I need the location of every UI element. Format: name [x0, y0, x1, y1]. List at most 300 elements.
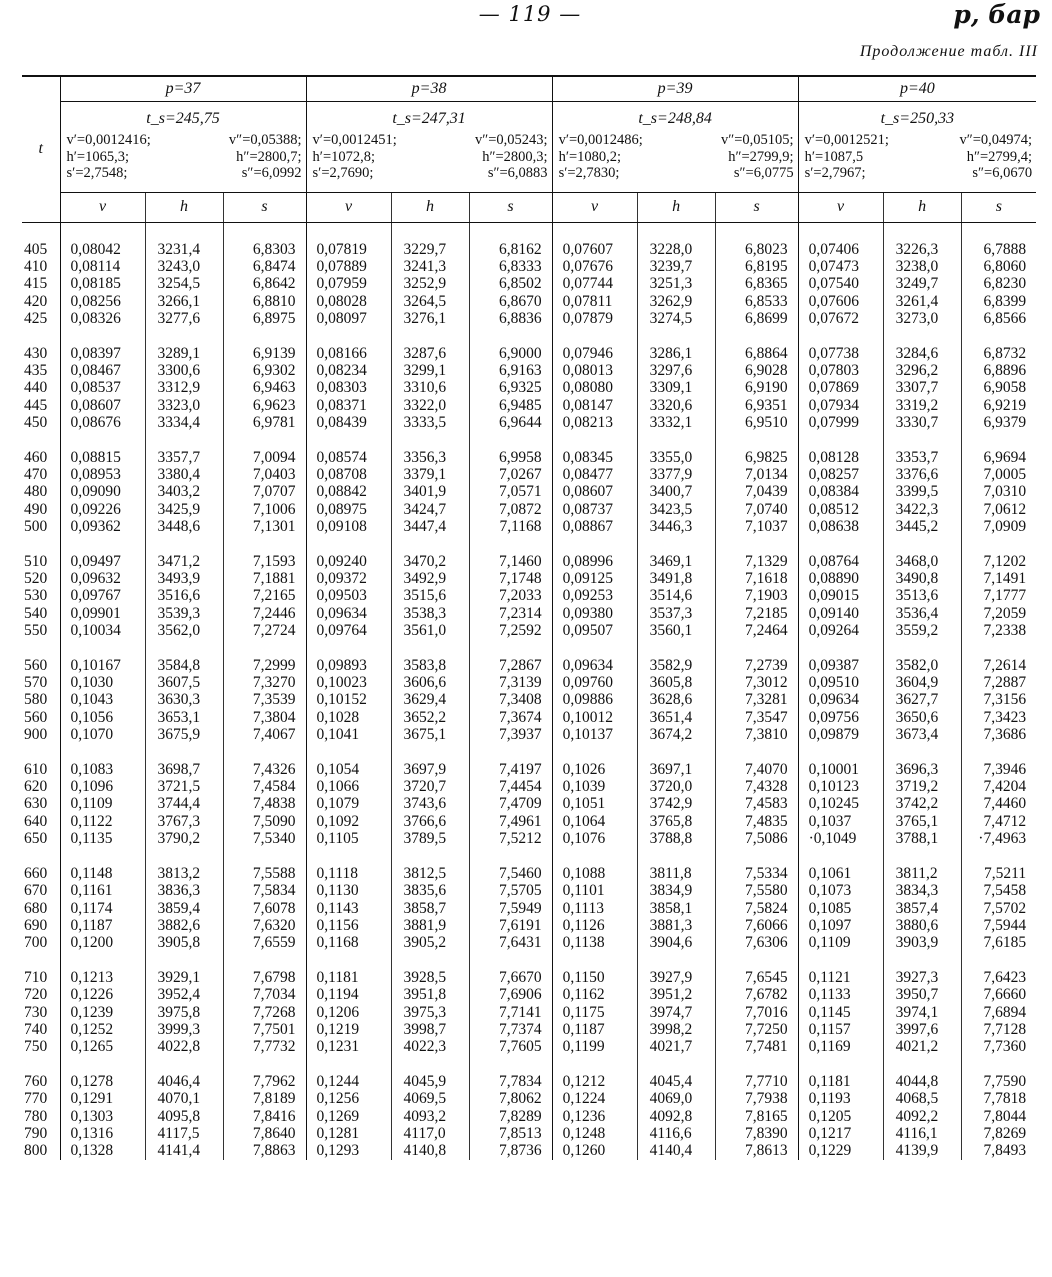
enthalpy-cell: 3469,1: [637, 553, 715, 570]
entropy-cell: 6,9623: [223, 397, 306, 414]
entropy-cell: 7,0439: [715, 483, 798, 500]
entropy-cell: 7,4197: [469, 761, 552, 778]
temperature-cell: 690: [24, 916, 48, 934]
table-row: [22, 900, 1036, 917]
temperature-cell: 750: [24, 1038, 48, 1056]
enthalpy-cell: 3264,5: [391, 293, 469, 310]
table-row: [22, 622, 1036, 639]
saturation-properties: [60, 102, 306, 193]
enthalpy-cell: 3880,6: [883, 917, 961, 934]
volume-cell: 0,10012: [552, 709, 637, 726]
volume-cell: 0,10245: [798, 795, 883, 812]
entropy-cell: 6,9351: [715, 397, 798, 414]
volume-cell: 0,09372: [306, 570, 391, 587]
volume-cell: 0,07803: [798, 362, 883, 379]
entropy-cell: 7,5944: [961, 917, 1036, 934]
enthalpy-cell: 3583,8: [391, 657, 469, 674]
entropy-cell: 6,9379: [961, 414, 1036, 431]
saturated-entropy-row: [805, 165, 1033, 182]
temperature-cell: 540: [24, 604, 48, 622]
volume-cell: 0,10137: [552, 726, 637, 743]
volume-cell: 0,10023: [306, 674, 391, 691]
table-row: [22, 795, 1036, 812]
entropy-cell: 7,5824: [715, 900, 798, 917]
volume-cell: 0,08166: [306, 345, 391, 362]
entropy-cell: 7,8613: [715, 1142, 798, 1159]
volume-cell: 0,1194: [306, 986, 391, 1003]
entropy-cell: ·7,4963: [961, 830, 1036, 847]
enthalpy-cell: 4139,9: [883, 1142, 961, 1159]
volume-cell: 0,1265: [60, 1038, 145, 1055]
entropy-cell: 6,8474: [223, 258, 306, 275]
saturated-entropy-vapor: s″=6,0775: [733, 165, 794, 181]
entropy-cell: 7,6431: [469, 934, 552, 951]
entropy-cell: 7,6185: [961, 934, 1036, 951]
saturated-volume-vapor: v″=0,05388;: [228, 132, 302, 148]
volume-cell: 0,09510: [798, 674, 883, 691]
volume-cell: 0,08097: [306, 310, 391, 327]
enthalpy-cell: 3447,4: [391, 518, 469, 535]
entropy-cell: 7,8044: [961, 1108, 1036, 1125]
entropy-cell: 7,8493: [961, 1142, 1036, 1159]
saturated-volume-row: [559, 132, 794, 149]
temperature-cell: 780: [24, 1107, 48, 1125]
volume-cell: 0,08080: [552, 379, 637, 396]
enthalpy-cell: 3380,4: [145, 466, 223, 483]
group-spacer: [22, 640, 1036, 657]
table-row: [22, 1021, 1036, 1038]
entropy-cell: 7,4454: [469, 778, 552, 795]
enthalpy-cell: 3561,0: [391, 622, 469, 639]
table-row: [22, 969, 1036, 986]
enthalpy-cell: 3974,7: [637, 1004, 715, 1021]
entropy-cell: 7,0094: [223, 449, 306, 466]
enthalpy-cell: 3513,6: [883, 587, 961, 604]
table-row: [22, 258, 1036, 275]
volume-cell: 0,1126: [552, 917, 637, 934]
temperature-cell: 510: [24, 552, 48, 570]
volume-cell: 0,1248: [552, 1125, 637, 1142]
entropy-cell: 6,8864: [715, 345, 798, 362]
temperature-cell: 710: [24, 968, 48, 986]
volume-cell: 0,07959: [306, 275, 391, 292]
enthalpy-cell: 4022,3: [391, 1038, 469, 1055]
entropy-cell: 7,6894: [961, 1004, 1036, 1021]
volume-cell: 0,07406: [798, 241, 883, 258]
enthalpy-cell: 3403,2: [145, 483, 223, 500]
temperature-cell: 410: [24, 257, 48, 275]
entropy-cell: 6,8699: [715, 310, 798, 327]
property-label: h: [391, 192, 469, 222]
volume-cell: 0,07540: [798, 275, 883, 292]
entropy-cell: 6,8732: [961, 345, 1036, 362]
enthalpy-cell: 3307,7: [883, 379, 961, 396]
enthalpy-cell: 3400,7: [637, 483, 715, 500]
entropy-cell: 7,7016: [715, 1004, 798, 1021]
enthalpy-cell: 4141,4: [145, 1142, 223, 1159]
entropy-cell: 6,8566: [961, 310, 1036, 327]
entropy-cell: 7,3937: [469, 726, 552, 743]
volume-cell: 0,10152: [306, 691, 391, 708]
enthalpy-cell: 3241,3: [391, 258, 469, 275]
temperature-cell: 670: [24, 882, 48, 900]
saturated-enthalpy-vapor: h″=2799,9;: [728, 148, 794, 165]
volume-cell: 0,1252: [60, 1021, 145, 1038]
enthalpy-cell: 3811,8: [637, 865, 715, 882]
volume-cell: 0,1293: [306, 1142, 391, 1159]
table-row: [22, 570, 1036, 587]
volume-cell: 0,1043: [60, 691, 145, 708]
volume-cell: 0,08128: [798, 449, 883, 466]
table-row: [22, 553, 1036, 570]
enthalpy-cell: 4021,2: [883, 1038, 961, 1055]
enthalpy-cell: 3261,4: [883, 293, 961, 310]
enthalpy-cell: 3903,9: [883, 934, 961, 951]
entropy-cell: 6,9163: [469, 362, 552, 379]
temperature-cell: 740: [24, 1020, 48, 1038]
volume-cell: 0,07811: [552, 293, 637, 310]
enthalpy-cell: 3742,2: [883, 795, 961, 812]
saturated-volume-vapor: v″=0,04974;: [959, 132, 1033, 148]
table-row: [22, 674, 1036, 691]
temperature-cell: 620: [24, 778, 48, 796]
enthalpy-cell: 3881,9: [391, 917, 469, 934]
enthalpy-cell: 3673,4: [883, 726, 961, 743]
entropy-cell: 7,7834: [469, 1073, 552, 1090]
volume-cell: 0,08371: [306, 397, 391, 414]
volume-cell: 0,07676: [552, 258, 637, 275]
entropy-cell: 7,1593: [223, 553, 306, 570]
volume-cell: 0,08257: [798, 466, 883, 483]
enthalpy-cell: 3951,8: [391, 986, 469, 1003]
entropy-cell: 7,5086: [715, 830, 798, 847]
pressure-label: p=40: [798, 76, 1036, 102]
temperature-cell: 700: [24, 934, 48, 952]
enthalpy-cell: 3975,8: [145, 1004, 223, 1021]
enthalpy-cell: 3560,1: [637, 622, 715, 639]
enthalpy-cell: 3229,7: [391, 241, 469, 258]
saturated-entropy-row: [67, 165, 302, 182]
entropy-cell: 6,9485: [469, 397, 552, 414]
table-row: [22, 1004, 1036, 1021]
volume-cell: 0,09634: [552, 657, 637, 674]
volume-cell: 0,08013: [552, 362, 637, 379]
entropy-cell: 7,6559: [223, 934, 306, 951]
saturated-enthalpy-liquid: h′=1087,5: [804, 148, 864, 165]
volume-cell: 0,1244: [306, 1073, 391, 1090]
volume-cell: 0,1130: [306, 882, 391, 899]
volume-cell: 0,1096: [60, 778, 145, 795]
volume-cell: 0,08042: [60, 241, 145, 258]
volume-cell: 0,09634: [306, 605, 391, 622]
saturated-entropy-liquid: s′=2,7967;: [804, 165, 866, 181]
entropy-cell: 7,5340: [223, 830, 306, 847]
temperature-cell: 730: [24, 1003, 48, 1021]
enthalpy-cell: 3743,6: [391, 795, 469, 812]
entropy-cell: 7,3281: [715, 691, 798, 708]
volume-cell: ·0,1049: [798, 830, 883, 847]
entropy-cell: 7,0872: [469, 501, 552, 518]
entropy-cell: 7,3674: [469, 709, 552, 726]
enthalpy-cell: 4117,5: [145, 1125, 223, 1142]
volume-cell: 0,09893: [306, 657, 391, 674]
saturated-volume-liquid: v′=0,0012486;: [558, 132, 643, 148]
entropy-cell: 7,4460: [961, 795, 1036, 812]
volume-cell: 0,1161: [60, 882, 145, 899]
entropy-cell: 7,3946: [961, 761, 1036, 778]
entropy-cell: 7,2338: [961, 622, 1036, 639]
enthalpy-cell: 3835,6: [391, 882, 469, 899]
enthalpy-cell: 3628,6: [637, 691, 715, 708]
table-row: [22, 865, 1036, 882]
entropy-cell: 7,5949: [469, 900, 552, 917]
entropy-cell: 7,6423: [961, 969, 1036, 986]
volume-cell: 0,1121: [798, 969, 883, 986]
enthalpy-cell: 4116,1: [883, 1125, 961, 1142]
entropy-cell: 6,8642: [223, 275, 306, 292]
volume-cell: 0,09767: [60, 587, 145, 604]
volume-cell: 0,1199: [552, 1038, 637, 1055]
volume-cell: 0,08213: [552, 414, 637, 431]
enthalpy-cell: 3881,3: [637, 917, 715, 934]
temperature-cell: 660: [24, 864, 48, 882]
enthalpy-cell: 3299,1: [391, 362, 469, 379]
pressure-header-row: [22, 76, 1036, 102]
enthalpy-cell: 4021,7: [637, 1038, 715, 1055]
entropy-cell: 7,3539: [223, 691, 306, 708]
table-row: [22, 691, 1036, 708]
table-row: [22, 293, 1036, 310]
volume-cell: 0,08439: [306, 414, 391, 431]
steam-properties-table: [22, 75, 1036, 1160]
saturated-entropy-liquid: s′=2,7548;: [66, 165, 128, 181]
enthalpy-cell: 3289,1: [145, 345, 223, 362]
volume-cell: 0,1187: [552, 1021, 637, 1038]
volume-cell: 0,07879: [552, 310, 637, 327]
entropy-cell: 7,7268: [223, 1004, 306, 1021]
volume-cell: 0,1181: [798, 1073, 883, 1090]
property-label: v: [60, 192, 145, 222]
volume-cell: 0,09756: [798, 709, 883, 726]
entropy-cell: 6,9028: [715, 362, 798, 379]
entropy-cell: 7,7034: [223, 986, 306, 1003]
temperature-cell: 445: [24, 396, 48, 414]
volume-cell: 0,07889: [306, 258, 391, 275]
volume-cell: 0,1213: [60, 969, 145, 986]
entropy-cell: 6,8303: [223, 241, 306, 258]
entropy-cell: 7,3270: [223, 674, 306, 691]
entropy-cell: 7,1168: [469, 518, 552, 535]
enthalpy-cell: 3653,1: [145, 709, 223, 726]
volume-cell: 0,10001: [798, 761, 883, 778]
enthalpy-cell: 3355,0: [637, 449, 715, 466]
enthalpy-cell: 3720,0: [637, 778, 715, 795]
entropy-cell: 6,8365: [715, 275, 798, 292]
entropy-cell: 7,3423: [961, 709, 1036, 726]
volume-cell: 0,08708: [306, 466, 391, 483]
saturation-values: [61, 132, 306, 182]
enthalpy-cell: 3274,5: [637, 310, 715, 327]
saturated-entropy-row: [559, 165, 794, 182]
enthalpy-cell: 3858,1: [637, 900, 715, 917]
volume-cell: 0,07946: [552, 345, 637, 362]
volume-cell: 0,08303: [306, 379, 391, 396]
volume-cell: 0,07607: [552, 241, 637, 258]
enthalpy-cell: 3836,3: [145, 882, 223, 899]
entropy-cell: 6,8060: [961, 258, 1036, 275]
temperature-cell: 570: [24, 674, 48, 692]
volume-cell: 0,09380: [552, 605, 637, 622]
temperature-cell: 560: [24, 708, 48, 726]
entropy-cell: 7,8062: [469, 1090, 552, 1107]
volume-cell: 0,08996: [552, 553, 637, 570]
enthalpy-cell: 3401,9: [391, 483, 469, 500]
enthalpy-cell: 3742,9: [637, 795, 715, 812]
enthalpy-cell: 3322,0: [391, 397, 469, 414]
entropy-cell: 7,5580: [715, 882, 798, 899]
volume-cell: 0,1226: [60, 986, 145, 1003]
enthalpy-cell: 4140,8: [391, 1142, 469, 1159]
temperature-cell: 420: [24, 292, 48, 310]
volume-cell: 0,1037: [798, 813, 883, 830]
entropy-cell: 7,8416: [223, 1108, 306, 1125]
enthalpy-cell: 3468,0: [883, 553, 961, 570]
property-header-row: [22, 192, 1036, 222]
entropy-cell: 7,5460: [469, 865, 552, 882]
volume-cell: 0,1097: [798, 917, 883, 934]
volume-cell: 0,08867: [552, 518, 637, 535]
group-spacer: [22, 536, 1036, 553]
volume-cell: 0,08147: [552, 397, 637, 414]
enthalpy-cell: 4070,1: [145, 1090, 223, 1107]
volume-cell: 0,1145: [798, 1004, 883, 1021]
entropy-cell: 7,2185: [715, 605, 798, 622]
enthalpy-cell: 3950,7: [883, 986, 961, 1003]
table-row: [22, 709, 1036, 726]
entropy-cell: 7,7818: [961, 1090, 1036, 1107]
entropy-cell: 7,0909: [961, 518, 1036, 535]
enthalpy-cell: 3998,7: [391, 1021, 469, 1038]
volume-cell: 0,1079: [306, 795, 391, 812]
entropy-cell: 7,1748: [469, 570, 552, 587]
entropy-cell: 7,0571: [469, 483, 552, 500]
enthalpy-cell: 3262,9: [637, 293, 715, 310]
enthalpy-cell: 3721,5: [145, 778, 223, 795]
volume-cell: 0,1168: [306, 934, 391, 951]
enthalpy-cell: 3859,4: [145, 900, 223, 917]
table-row: [22, 830, 1036, 847]
volume-cell: 0,1105: [306, 830, 391, 847]
enthalpy-cell: 3904,6: [637, 934, 715, 951]
enthalpy-cell: 3538,3: [391, 605, 469, 622]
volume-cell: 0,07738: [798, 345, 883, 362]
volume-cell: 0,1138: [552, 934, 637, 951]
volume-cell: 0,1193: [798, 1090, 883, 1107]
volume-cell: 0,08537: [60, 379, 145, 396]
entropy-cell: 7,8390: [715, 1125, 798, 1142]
enthalpy-cell: 3515,6: [391, 587, 469, 604]
volume-cell: 0,09507: [552, 622, 637, 639]
volume-cell: 0,1217: [798, 1125, 883, 1142]
table-row: [22, 449, 1036, 466]
volume-cell: 0,08384: [798, 483, 883, 500]
entropy-cell: 7,7250: [715, 1021, 798, 1038]
saturated-enthalpy-vapor: h″=2800,7;: [236, 148, 302, 165]
table-row: [22, 466, 1036, 483]
enthalpy-cell: 4069,0: [637, 1090, 715, 1107]
enthalpy-cell: 3334,4: [145, 414, 223, 431]
enthalpy-cell: 4044,8: [883, 1073, 961, 1090]
volume-cell: 0,09764: [306, 622, 391, 639]
saturated-volume-vapor: v″=0,05105;: [720, 132, 794, 148]
volume-cell: 0,1039: [552, 778, 637, 795]
temperature-cell: 440: [24, 379, 48, 397]
property-label: h: [637, 192, 715, 222]
table-row: [22, 882, 1036, 899]
volume-cell: 0,1083: [60, 761, 145, 778]
volume-cell: 0,1316: [60, 1125, 145, 1142]
temperature-cell: 520: [24, 570, 48, 587]
entropy-cell: 7,1006: [223, 501, 306, 518]
volume-cell: 0,08607: [552, 483, 637, 500]
volume-cell: 0,08345: [552, 449, 637, 466]
volume-cell: 0,09879: [798, 726, 883, 743]
entropy-cell: 6,9302: [223, 362, 306, 379]
enthalpy-cell: 3422,3: [883, 501, 961, 518]
table-row: [22, 310, 1036, 327]
saturation-temperature: t_s=250,33: [880, 110, 955, 127]
entropy-cell: 7,4326: [223, 761, 306, 778]
enthalpy-cell: 3812,5: [391, 865, 469, 882]
saturation-values: [307, 132, 552, 182]
entropy-cell: 7,2739: [715, 657, 798, 674]
enthalpy-cell: 4022,8: [145, 1038, 223, 1055]
volume-cell: 0,08638: [798, 518, 883, 535]
property-label: v: [306, 192, 391, 222]
temperature-cell: 480: [24, 483, 48, 501]
entropy-cell: 7,1202: [961, 553, 1036, 570]
volume-cell: 0,08764: [798, 553, 883, 570]
page-number: — 119 —: [478, 2, 582, 26]
temperature-cell: 490: [24, 500, 48, 518]
entropy-cell: 7,3156: [961, 691, 1036, 708]
entropy-cell: 7,4204: [961, 778, 1036, 795]
enthalpy-cell: 4093,2: [391, 1108, 469, 1125]
enthalpy-cell: 3999,3: [145, 1021, 223, 1038]
enthalpy-cell: 3834,3: [883, 882, 961, 899]
pressure-label: p=39: [552, 76, 798, 102]
entropy-cell: 6,8896: [961, 362, 1036, 379]
table-row: [22, 1125, 1036, 1142]
volume-cell: 0,1187: [60, 917, 145, 934]
enthalpy-cell: 4117,0: [391, 1125, 469, 1142]
enthalpy-cell: 3811,2: [883, 865, 961, 882]
volume-cell: 0,1109: [798, 934, 883, 951]
table-row: [22, 813, 1036, 830]
saturation-temperature: t_s=248,84: [638, 110, 712, 127]
volume-cell: 0,1239: [60, 1004, 145, 1021]
table-row: [22, 518, 1036, 535]
temperature-cell: 425: [24, 310, 48, 328]
volume-cell: 0,1085: [798, 900, 883, 917]
entropy-cell: 7,7590: [961, 1073, 1036, 1090]
enthalpy-cell: 3333,5: [391, 414, 469, 431]
entropy-cell: 7,7374: [469, 1021, 552, 1038]
enthalpy-cell: 3491,8: [637, 570, 715, 587]
enthalpy-cell: 3928,5: [391, 969, 469, 986]
entropy-cell: 6,8195: [715, 258, 798, 275]
enthalpy-cell: 3423,5: [637, 501, 715, 518]
